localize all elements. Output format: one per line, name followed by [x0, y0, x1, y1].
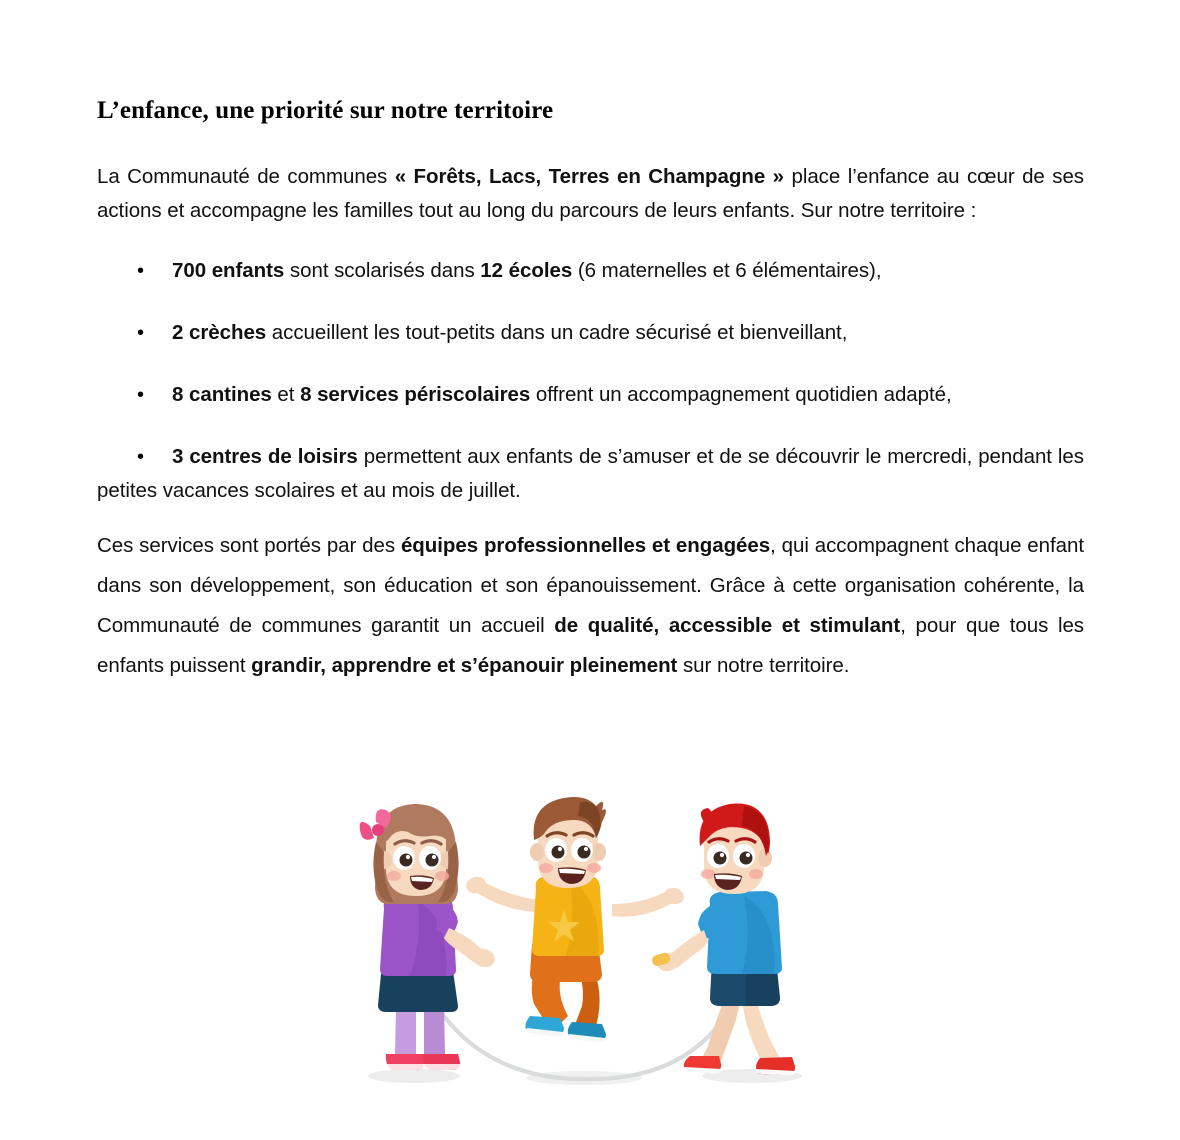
list-item-bold-second: 8 services périscolaires — [300, 383, 531, 406]
list-item-text — [97, 378, 1084, 412]
shadow-girl — [368, 1069, 460, 1083]
boy-leg-front — [742, 1000, 781, 1066]
bullet-icon: • — [137, 384, 144, 406]
girl-cheek-left — [387, 871, 401, 881]
list-item-tail: offrent un accompagnement quotidien adapté, — [530, 383, 952, 406]
closing-bold-quality: de qualité, accessible et stimulant — [554, 614, 901, 637]
girl-leg-left — [395, 1006, 416, 1060]
list-item-tail: (6 maternelles et 6 élémentaires), — [572, 259, 882, 282]
list-item-bold-lead: 3 centres de loisirs — [172, 445, 358, 468]
girl-shoe-sole-right — [423, 1064, 460, 1070]
page-title: L’enfance, une priorité sur notre territoire — [97, 97, 554, 124]
document-content — [97, 96, 1084, 686]
list-item — [97, 316, 1084, 350]
closing-text-part1: Ces services sont portés par des — [97, 534, 401, 557]
boy-cheek-left — [701, 869, 715, 879]
girl-shoe-sole-left — [386, 1064, 424, 1070]
closing-text-part4: sur notre territoire. — [677, 654, 850, 677]
intro-text-part1: La Communauté de communes — [97, 165, 395, 188]
girl-cheek-right — [435, 871, 449, 881]
girl-pupil-right — [426, 854, 439, 867]
boy-pupil-left — [714, 852, 727, 865]
bullet-icon: • — [137, 446, 144, 468]
services-list — [97, 254, 1084, 508]
list-item-mid: et — [271, 383, 301, 406]
jumper-ear-left — [530, 843, 544, 861]
intro-bold-community-name: « Forêts, Lacs, Terres en Champagne » — [394, 165, 784, 188]
list-item-mid: permettent aux enfants de s’amuser et de se découvrir le mercredi, pendant les petites vacances scolaires et au mois de juillet. — [97, 445, 1084, 502]
boy-leg-back — [702, 1000, 740, 1065]
children-jumping-rope-illustration — [352, 792, 822, 1092]
closing-paragraph — [97, 526, 1084, 686]
list-item-mid: sont scolarisés dans — [284, 259, 481, 282]
boy-cheek-right — [749, 869, 763, 879]
girl-figure — [360, 804, 498, 1070]
jumper-ear-right — [592, 843, 606, 861]
bullet-icon: • — [137, 260, 144, 282]
list-item-text — [97, 254, 1084, 288]
jumper-cheek-left — [539, 863, 553, 873]
list-item-mid: accueillent les tout-petits dans un cadre sécurisé et bienveillant, — [266, 321, 848, 344]
jumper-cheek-right — [587, 863, 601, 873]
closing-text-part3: , pour que tous les enfants puissent — [97, 614, 1085, 677]
list-item — [97, 440, 1084, 508]
red-haired-boy-figure — [651, 803, 795, 1075]
intro-paragraph — [97, 160, 1084, 228]
list-item-bold-lead: 2 crèches — [172, 321, 267, 344]
closing-bold-teams: équipes professionnelles et engagées — [400, 534, 771, 557]
jumping-boy-figure — [464, 797, 686, 1042]
intro-text-part2: place l’enfance au cœur de ses actions et accompagne les familles tout au long du parcours de leurs enfants. Sur notre territoire : — [97, 165, 1084, 222]
list-item-bold-lead: 8 cantines — [172, 383, 272, 406]
list-item-text — [97, 440, 1084, 508]
girl-leg-right — [424, 1006, 445, 1060]
boy-hair-spike — [701, 808, 713, 824]
list-item-bold-lead: 700 enfants — [172, 259, 285, 282]
list-item-text — [97, 316, 1084, 350]
jumper-pupil-right — [578, 846, 591, 859]
girl-pupil-left — [400, 854, 413, 867]
boy-pupil-right — [740, 852, 753, 865]
list-item — [97, 254, 1084, 288]
list-item — [97, 378, 1084, 412]
closing-text-part2: , qui accompagnent chaque enfant dans son développement, son éducation et son épanouissement. Grâce à cette organisation cohérente, la Communauté de communes garantit un accueil — [97, 534, 1084, 637]
closing-bold-grow: grandir, apprendre et s’épanouir pleinement — [251, 654, 678, 677]
list-item-bold-second: 12 écoles — [480, 259, 573, 282]
boy-ear-right — [758, 849, 772, 867]
bullet-icon: • — [137, 322, 144, 344]
jumper-pupil-left — [552, 846, 565, 859]
